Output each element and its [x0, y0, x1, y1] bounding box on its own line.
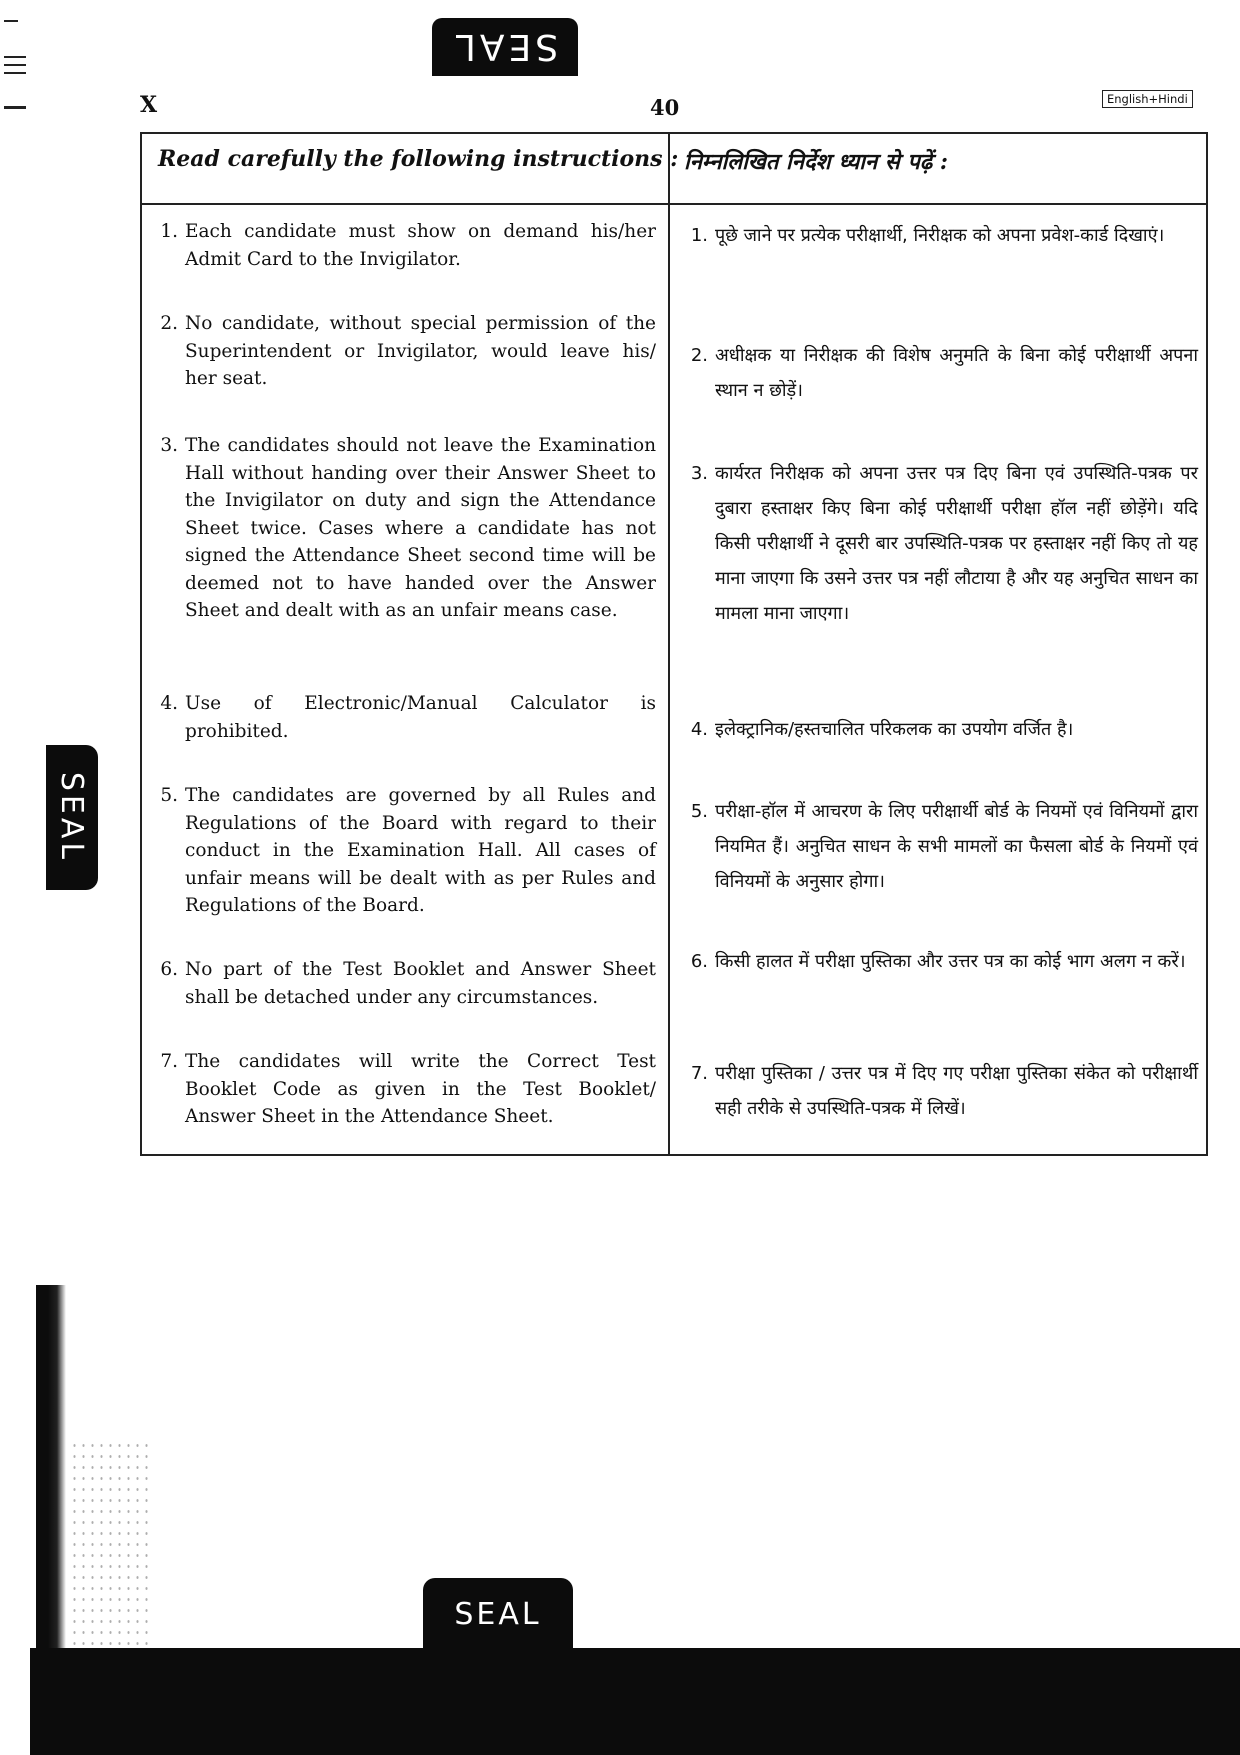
seal-top: SEAL [432, 18, 578, 76]
seal-bottom: SEAL [423, 1578, 573, 1650]
hindi-instruction-2: 2. अधीक्षक या निरीक्षक की विशेष अनुमति के बिना कोई परीक्षार्थी अपना स्थान न छोड़ें। [690, 345, 1198, 401]
scan-edge-marks [0, 20, 30, 140]
hindi-instruction-7: 7. परीक्षा पुस्तिका / उत्तर पत्र में दिए गए परीक्षा पुस्तिका संकेत को परीक्षार्थी सही तरीके से उपस्थिति-पत्रक में लिखें। [690, 1063, 1198, 1119]
seal-side-label: SEAL [54, 771, 90, 864]
english-instruction-1: 1. Each candidate must show on demand his/her Admit Card to the Invigilator. [160, 221, 656, 270]
hindi-instruction-1: 1. पूछे जाने पर प्रत्येक परीक्षार्थी, निरीक्षक को अपना प्रवेश-कार्ड दिखाएं। [690, 225, 1165, 246]
english-instruction-5: 5. The candidates are governed by all Rules and Regulations of the Board with regard to their conduct in the Examination Hall. All cases of unfair means will be dealt with as per Rules and Regulations of the Board. [160, 785, 656, 916]
english-instruction-4: 4. Use of Electronic/Manual Calculator is prohibited. [160, 693, 656, 742]
scan-noise [70, 1440, 150, 1660]
scan-bottom-bar [30, 1648, 1240, 1755]
hindi-instruction-6: 6. किसी हालत में परीक्षा पुस्तिका और उत्तर पत्र का कोई भाग अलग न करें। [690, 951, 1186, 972]
language-badge: English+Hindi [1102, 90, 1193, 108]
hindi-heading: निम्नलिखित निर्देश ध्यान से पढ़ें : [684, 149, 949, 175]
english-instruction-2: 2. No candidate, without special permission of the Superintendent or Invigilator, would leave his/ her seat. [160, 313, 656, 389]
series-code: X [140, 92, 158, 118]
seal-side [46, 745, 98, 890]
header-divider [142, 203, 1206, 205]
hindi-instruction-3: 3. कार्यरत निरीक्षक को अपना उत्तर पत्र दिए बिना एवं उपस्थिति-पत्रक पर दुबारा हस्ताक्षर किए बिना कोई परीक्षार्थी परीक्षा हॉल नहीं छोड़ेंगे। यदि किसी परीक्षार्थी ने दूसरी बार उपस्थिति-पत्रक पर हस्ताक्षर नहीं किए तो यह माना जाएगा कि उसने उत्तर पत्र नहीं लौटाया है और यह अनुचित साधन का मामला माना जाएगा। [690, 463, 1198, 624]
page-number: 40 [650, 95, 680, 120]
english-heading: Read carefully the following instructions : [158, 146, 679, 172]
column-divider [668, 134, 670, 1154]
instructions-table [140, 132, 1208, 1156]
hindi-instruction-4: 4. इलेक्ट्रानिक/हस्तचालित परिकलक का उपयोग वर्जित है। [690, 719, 1074, 740]
english-instruction-3: 3. The candidates should not leave the Examination Hall without handing over their Answer Sheet to the Invigilator on duty and sign the Attendance Sheet twice. Cases where a candidate has not signed the Attendance Sheet second time will be deemed not to have handed over the Answer Sheet and dealt with as an unfair means case. [160, 435, 656, 621]
english-instruction-6: 6. No part of the Test Booklet and Answer Sheet shall be detached under any circumstances. [160, 959, 656, 1008]
english-instruction-7: 7. The candidates will write the Correct Test Booklet Code as given in the Test Booklet/ Answer Sheet in the Attendance Sheet. [160, 1051, 656, 1127]
hindi-instruction-5: 5. परीक्षा-हॉल में आचरण के लिए परीक्षार्थी बोर्ड के नियमों एवं विनियमों द्वारा नियमित हैं। अनुचित साधन के सभी मामलों का फैसला बोर्ड के नियमों एवं विनियमों के अनुसार होगा। [690, 801, 1198, 892]
scan-dark-edge [36, 1285, 66, 1665]
